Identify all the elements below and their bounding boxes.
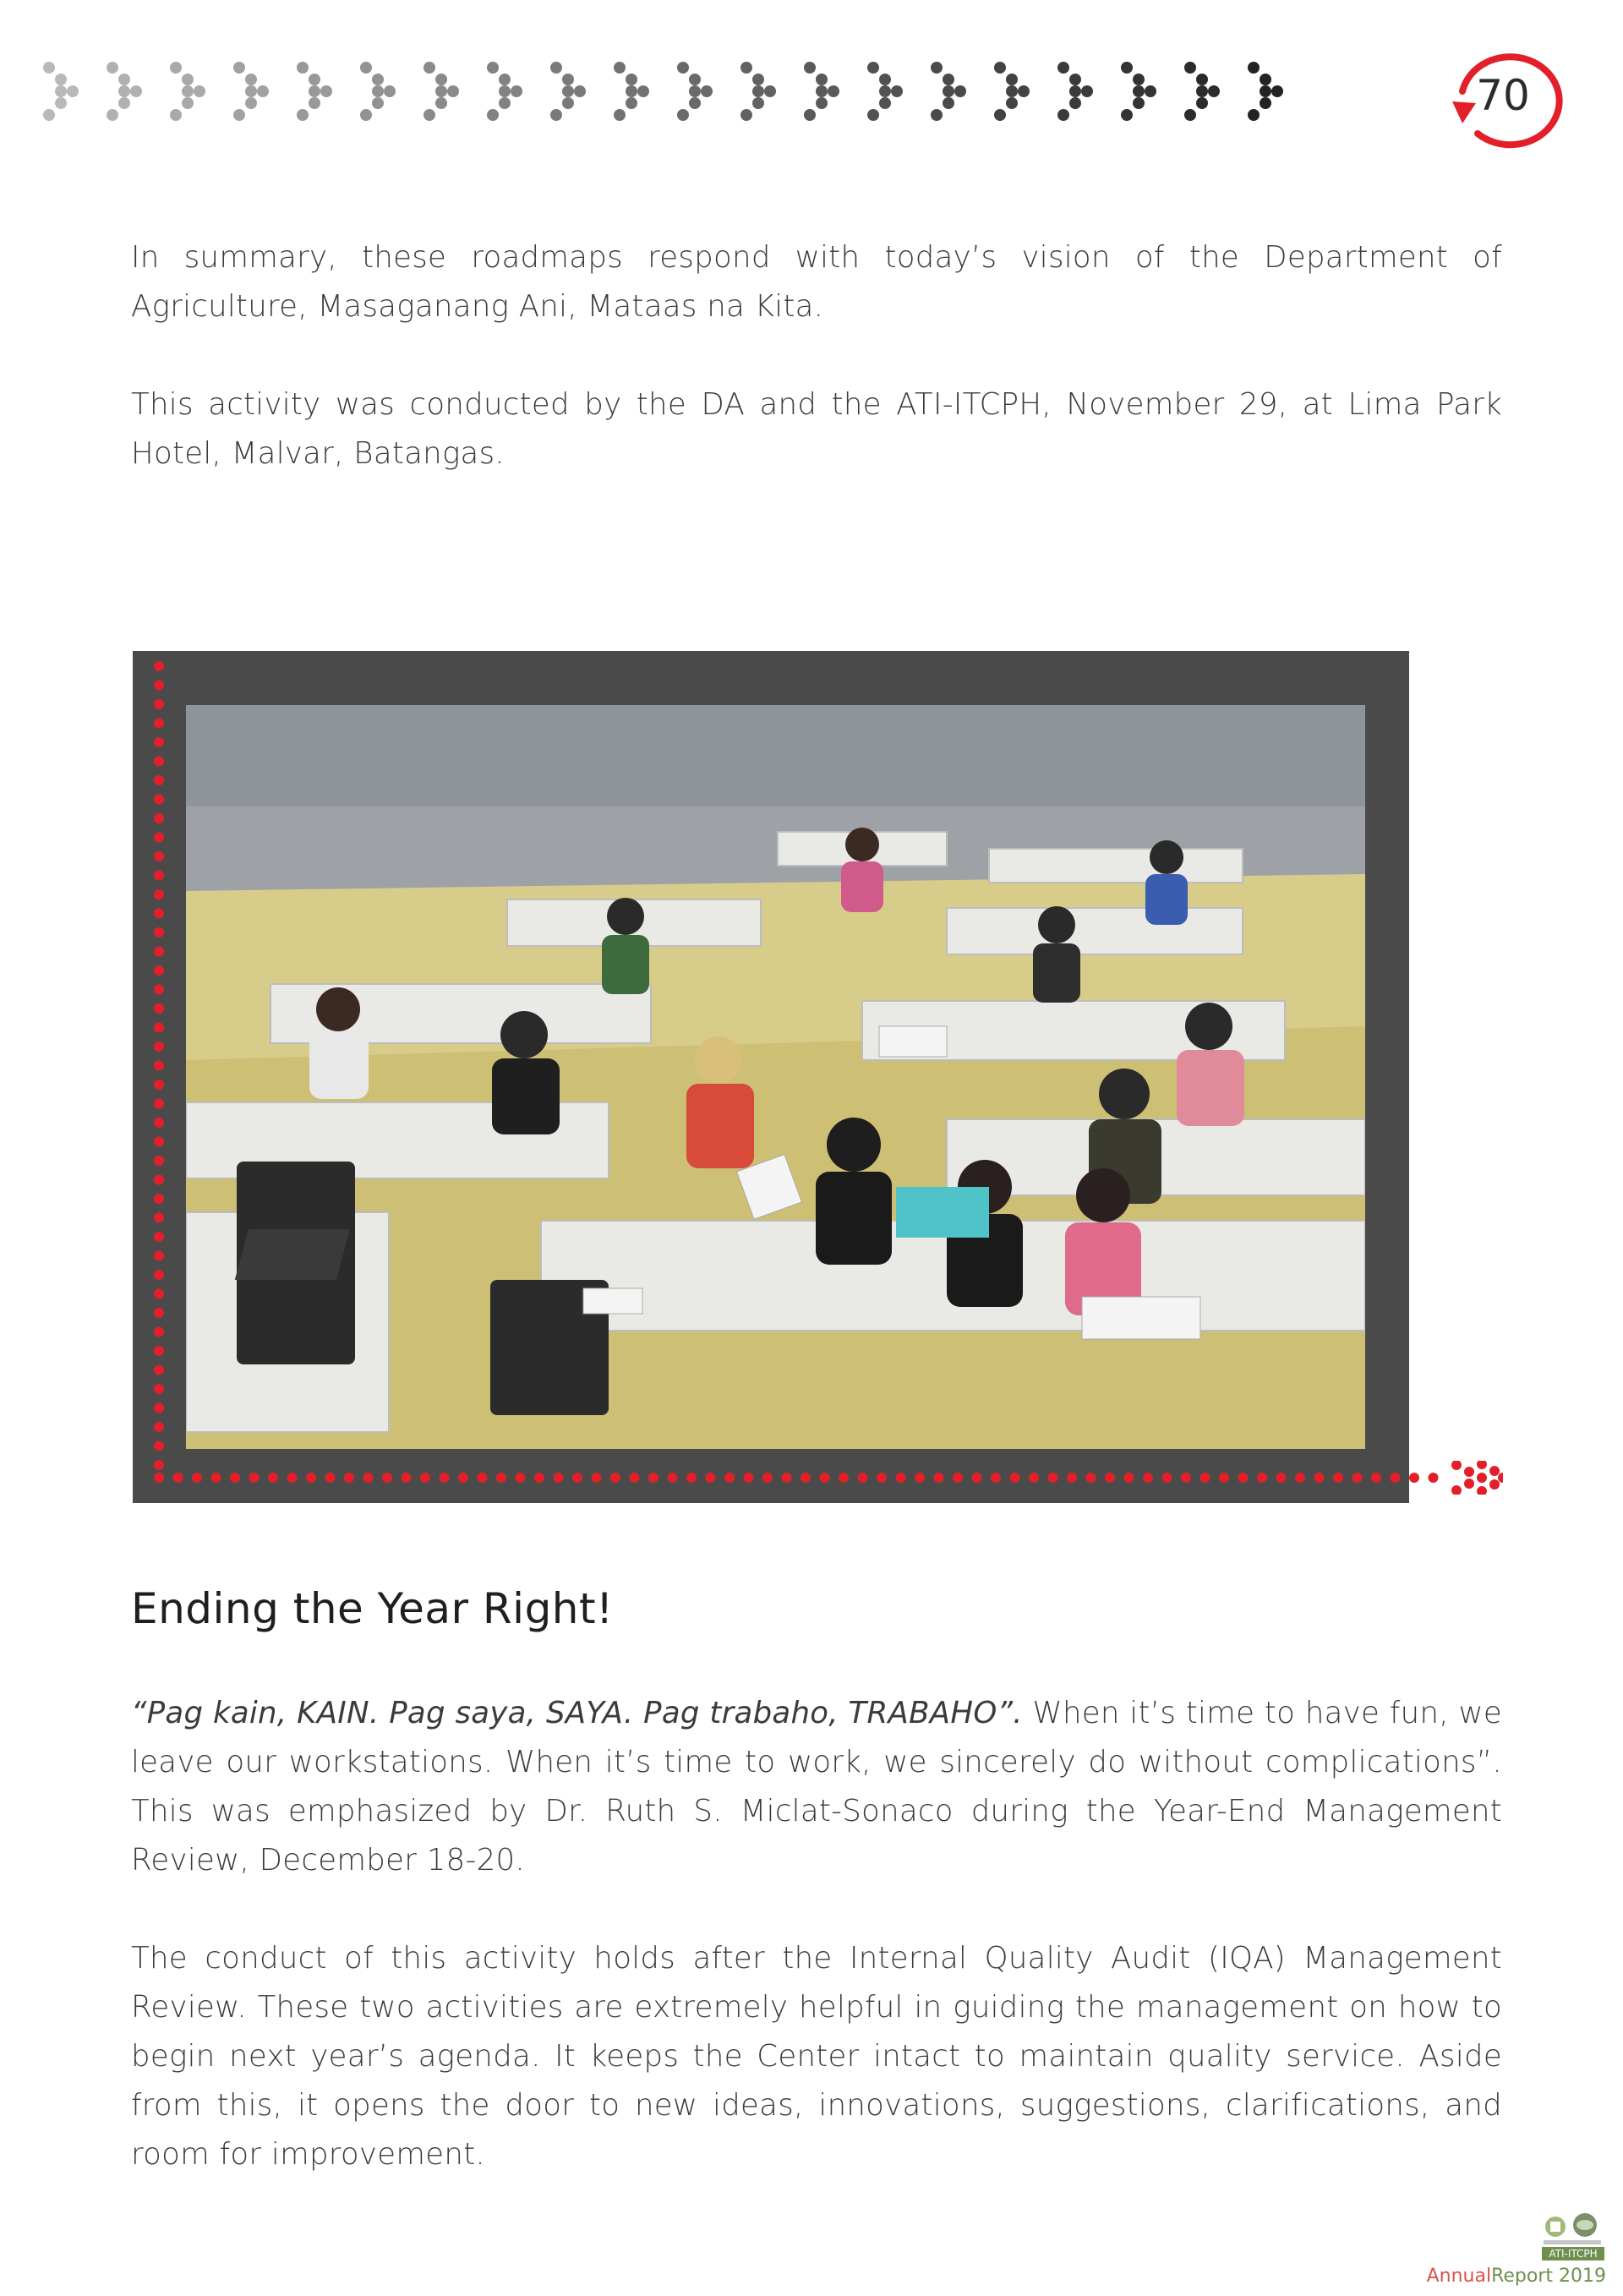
arrow-dot-decoration	[1489, 1479, 1500, 1490]
dot-decoration	[1391, 1473, 1401, 1483]
chevron-icon	[233, 62, 269, 121]
footer-brand: ATI-ITCPH	[1542, 2247, 1604, 2260]
dot-decoration	[1429, 1473, 1439, 1483]
dot-decoration	[230, 1473, 240, 1483]
dot-decoration	[572, 1473, 582, 1483]
dot-decoration	[325, 1473, 336, 1483]
dot-decoration	[154, 965, 164, 976]
dot-decoration	[154, 1403, 164, 1413]
dot-decoration	[154, 1080, 164, 1090]
dot-decoration	[306, 1473, 316, 1483]
dot-decoration	[154, 833, 164, 843]
dot-decoration	[592, 1473, 602, 1483]
dot-decoration	[877, 1473, 887, 1483]
dot-decoration	[154, 1232, 164, 1242]
dot-decoration	[1086, 1473, 1096, 1483]
dot-decoration	[1257, 1473, 1267, 1483]
dot-decoration	[420, 1473, 430, 1483]
dot-decoration	[382, 1473, 392, 1483]
arrow-dot-decoration	[1451, 1461, 1462, 1470]
annual-report-label	[1420, 2266, 1606, 2287]
dot-decoration	[915, 1473, 925, 1483]
chevron-icon	[614, 62, 649, 121]
dot-decoration	[154, 927, 164, 938]
dot-decoration	[706, 1473, 716, 1483]
dot-decoration	[782, 1473, 792, 1483]
dot-decoration	[154, 1441, 164, 1451]
dot-decoration	[1162, 1473, 1172, 1483]
dot-decoration	[1276, 1473, 1287, 1483]
dot-decoration	[1181, 1473, 1191, 1483]
dot-decoration	[154, 681, 164, 691]
dot-decoration	[154, 871, 164, 881]
dot-decoration	[534, 1473, 544, 1483]
arrow-dot-decoration	[1464, 1467, 1474, 1477]
chevron-icon	[170, 62, 205, 121]
chevron-icon	[804, 62, 839, 121]
dot-decoration	[154, 1137, 164, 1147]
arrow-dot-decoration	[1489, 1466, 1500, 1476]
quote-paragraph	[131, 1689, 1502, 1885]
summary-paragraph: In summary, these roadmaps respond with today’s vision of the Department of Agriculture, Masaganang Ani, Mataas na Kita.	[131, 240, 1502, 324]
arrow-dot-decoration	[1477, 1486, 1487, 1495]
dot-decoration	[154, 775, 164, 785]
section-heading: Ending the Year Right!	[131, 1584, 614, 1633]
dot-decoration	[154, 1422, 164, 1432]
arrow-dot-decoration	[1464, 1479, 1474, 1489]
dot-decoration	[1333, 1473, 1343, 1483]
dot-decoration	[363, 1473, 374, 1483]
dot-decoration	[858, 1473, 868, 1483]
dot-decoration	[154, 1289, 164, 1299]
dot-decoration	[934, 1473, 944, 1483]
dot-decoration	[344, 1473, 354, 1483]
dot-decoration	[154, 947, 164, 957]
report-label: Report	[1491, 2266, 1554, 2287]
dot-decoration	[154, 909, 164, 919]
chevron-icon	[487, 62, 522, 121]
dotted-arrow-decoration	[150, 1461, 1503, 1495]
chevron-icon	[424, 62, 459, 121]
dot-decoration	[1409, 1473, 1419, 1483]
dot-decoration	[154, 1156, 164, 1166]
dot-decoration	[154, 1270, 164, 1280]
quote-paragraph-rest: When it’s time to have fun, we leave our workstations. When it’s time to work, we sincerely do without complications”. This was emphasized by Dr. Ruth S. Miclat-Sonaco during the Year-End Management Review, December 18-20.	[131, 1696, 1502, 1878]
dot-decoration	[458, 1473, 468, 1483]
dot-decoration	[896, 1473, 906, 1483]
dot-decoration	[154, 699, 164, 709]
chevron-icon	[43, 62, 79, 121]
dot-decoration	[972, 1473, 982, 1483]
activity-paragraph: This activity was conducted by the DA and the ATI-ITCPH, November 29, at Lima Park Hotel, Malvar, Batangas.	[131, 387, 1502, 471]
chevron-icon	[360, 62, 396, 121]
dot-decoration	[154, 1041, 164, 1052]
dot-decoration	[668, 1473, 678, 1483]
dot-decoration	[1067, 1473, 1077, 1483]
chevron-icon	[740, 62, 776, 121]
arrow-dot-decoration	[1477, 1473, 1487, 1483]
dot-decoration	[478, 1473, 488, 1483]
dot-decoration	[154, 851, 164, 861]
dot-decoration	[1200, 1473, 1210, 1483]
chevron-icon	[1184, 62, 1220, 121]
dot-decoration	[154, 1118, 164, 1128]
dot-decoration	[154, 813, 164, 823]
dot-decoration	[1010, 1473, 1020, 1483]
dot-decoration	[402, 1473, 412, 1483]
dot-decoration	[724, 1473, 735, 1483]
chevron-icon	[550, 62, 586, 121]
dot-decoration	[154, 661, 164, 671]
dot-decoration	[839, 1473, 849, 1483]
dot-decoration	[630, 1473, 640, 1483]
dot-decoration	[154, 737, 164, 747]
dot-decoration	[154, 795, 164, 805]
dot-decoration	[762, 1473, 773, 1483]
arrow-dot-decoration	[1498, 1473, 1503, 1483]
dot-decoration	[496, 1473, 506, 1483]
dot-decoration	[648, 1473, 658, 1483]
dot-decoration	[173, 1473, 183, 1483]
dot-decoration	[249, 1473, 260, 1483]
dot-decoration	[1124, 1473, 1134, 1483]
dot-decoration	[991, 1473, 1001, 1483]
dot-decoration	[820, 1473, 830, 1483]
arrow-dot-decoration	[1451, 1485, 1462, 1495]
annual-label: Annual	[1426, 2266, 1492, 2287]
chevron-icon	[297, 62, 332, 121]
dot-decoration	[1219, 1473, 1229, 1483]
chevron-icon	[994, 62, 1030, 121]
dotted-line-vertical-decoration	[150, 659, 167, 1479]
dot-decoration	[154, 1308, 164, 1318]
dot-decoration	[801, 1473, 811, 1483]
chevron-icon	[867, 62, 903, 121]
dot-decoration	[1238, 1473, 1249, 1483]
report-year: 2019	[1553, 2266, 1606, 2287]
dot-decoration	[154, 719, 164, 729]
training-photo-image	[186, 705, 1365, 1449]
dot-decoration	[1314, 1473, 1325, 1483]
chevron-icon	[107, 62, 142, 121]
dot-decoration	[154, 1175, 164, 1185]
arrow-dot-decoration	[1477, 1461, 1487, 1469]
chevron-strip-decoration	[41, 59, 1300, 135]
dot-decoration	[154, 1346, 164, 1356]
chevron-icon	[677, 62, 713, 121]
dot-decoration	[154, 1061, 164, 1071]
dot-decoration	[154, 1365, 164, 1375]
dot-decoration	[610, 1473, 620, 1483]
dot-decoration	[1105, 1473, 1115, 1483]
dot-decoration	[154, 1023, 164, 1033]
dot-decoration	[154, 1099, 164, 1109]
dot-decoration	[154, 757, 164, 767]
dot-decoration	[1371, 1473, 1381, 1483]
dot-decoration	[154, 1473, 164, 1483]
chevron-icon	[1121, 62, 1156, 121]
dot-decoration	[192, 1473, 202, 1483]
dot-decoration	[440, 1473, 450, 1483]
dot-decoration	[154, 985, 164, 995]
dot-decoration	[154, 1003, 164, 1014]
dot-decoration	[1352, 1473, 1363, 1483]
training-photo	[186, 705, 1365, 1449]
dot-decoration	[1048, 1473, 1058, 1483]
dot-decoration	[1295, 1473, 1305, 1483]
dot-decoration	[1143, 1473, 1153, 1483]
dot-decoration	[154, 1327, 164, 1337]
dot-decoration	[686, 1473, 697, 1483]
dot-decoration	[154, 889, 164, 899]
dot-decoration	[1029, 1473, 1039, 1483]
chevron-icon	[1057, 62, 1093, 121]
dot-decoration	[211, 1473, 221, 1483]
chevron-icon	[931, 62, 966, 121]
quote-text: “Pag kain, KAIN. Pag saya, SAYA. Pag trabaho, TRABAHO”.	[131, 1696, 1023, 1730]
chevron-icon	[1248, 62, 1283, 121]
dot-decoration	[268, 1473, 278, 1483]
dot-decoration	[953, 1473, 963, 1483]
dot-decoration	[154, 1194, 164, 1204]
dot-decoration	[154, 1213, 164, 1223]
dot-decoration	[154, 1384, 164, 1394]
dot-decoration	[154, 1251, 164, 1261]
page-number: 70	[1476, 71, 1530, 120]
dot-decoration	[744, 1473, 754, 1483]
dot-decoration	[554, 1473, 564, 1483]
dot-decoration	[516, 1473, 526, 1483]
review-paragraph: The conduct of this activity holds after the Internal Quality Audit (IQA) Management Review. These two activities are extremely helpful in guiding the management on how to begin next year’s agenda. It keeps the Center intact to maintain quality service. Aside from this, it opens the door to new ideas, innovations, suggestions, clarifications, and room for improvement.	[131, 1941, 1502, 2172]
dot-decoration	[287, 1473, 298, 1483]
